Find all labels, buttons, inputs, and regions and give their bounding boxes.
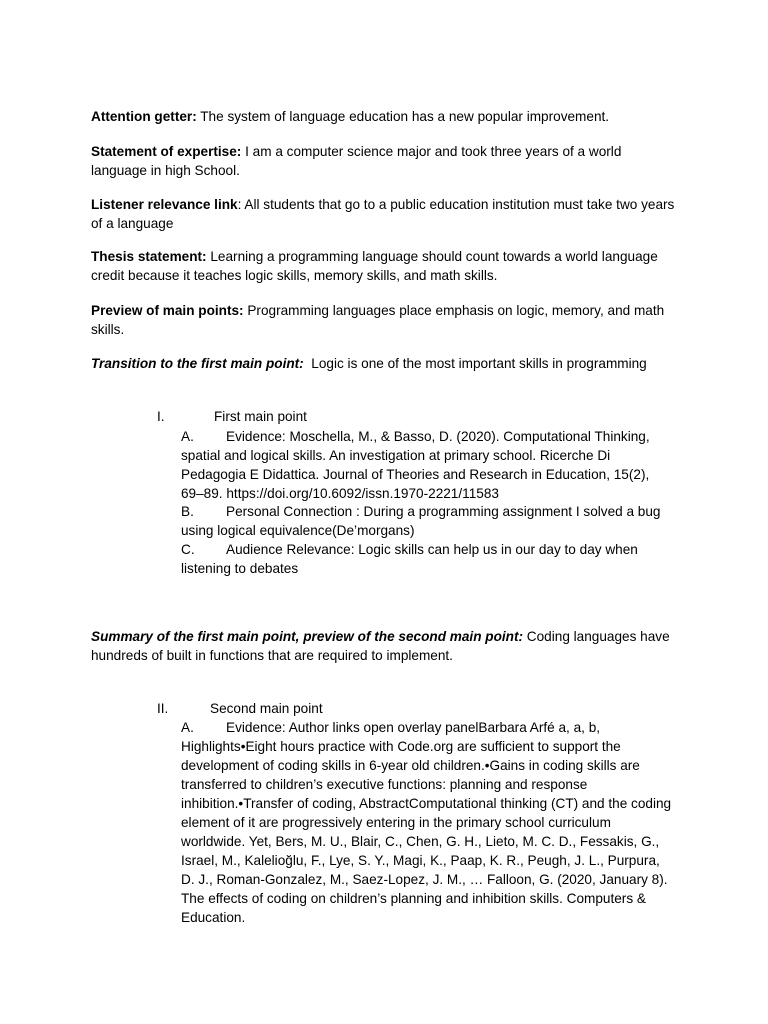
subpoint-letter: A. [181, 720, 194, 735]
expertise-label: Statement of expertise: [91, 144, 242, 159]
subpoint-letter: C. [181, 542, 195, 557]
relevance-paragraph [91, 195, 681, 233]
main-point-title: Second main point [210, 701, 323, 716]
subpoint-text: Evidence: Moschella, M., & Basso, D. (2020). Computational Thinking, spatial and logical skills. An investigation at primary school. Ricerche Di Pedagogia E Didattica. Journal of Theories and Research in Education, 15(2), 69–89. https://doi.org/10.6092/issn.1970-2221/11583 [181, 429, 650, 501]
subpoint-text: Evidence: Author links open overlay panelBarbara Arfé a, a, b, Highlights•Eight hours practice with Code.org are sufficient to support the development of coding skills in 6-year old children.•Gains in coding skills are transferred to children’s executive functions: planning and response inhibition.•Transfer of coding, AbstractComputational thinking (CT) and the coding element of it are progressively entering in the primary school curriculum worldwide. Yet, Bers, M. U., Blair, C., Chen, G. H., Lieto, M. C. D., Fessakis, G., Israel, M., Kalelioğlu, F., Lye, S. Y., Magi, K., Paap, K. R., Peugh, J. L., Purpura, D. J., Roman-Gonzalez, M., Saez-Lopez, J. M., … Falloon, G. (2020, January 8). The effects of coding on children’s planning and inhibition skills. Computers & Education. [181, 720, 672, 925]
expertise-paragraph [91, 142, 681, 180]
subpoint-text: Personal Connection : During a programming assignment I solved a bug using logical equivalence(De’morgans) [181, 504, 661, 538]
relevance-text: : All students that go to a public education institution must take two years of a language [91, 197, 675, 231]
transition-label: Transition to the first main point: [91, 356, 304, 371]
main-point-title: First main point [214, 409, 307, 424]
summary-paragraph [91, 627, 681, 665]
subpoint [181, 540, 673, 578]
subpoint-letter: A. [181, 429, 194, 444]
transition-text: Logic is one of the most important skills in programming [303, 356, 647, 371]
expertise-text: I am a computer science major and took three years of a world language in high School. [91, 144, 622, 178]
attention-getter-paragraph [91, 107, 681, 126]
transition-paragraph [91, 354, 681, 373]
attention-getter-label: Attention getter: [91, 109, 197, 124]
subpoint [181, 502, 673, 540]
summary-text: Coding languages have hundreds of built in functions that are required to implement. [91, 629, 670, 663]
attention-getter-text: The system of language education has a new popular improvement. [196, 109, 610, 124]
preview-label: Preview of main points: [91, 303, 244, 318]
subpoint [181, 718, 677, 927]
subpoint-text: Audience Relevance: Logic skills can help us in our day to day when listening to debates [181, 542, 638, 576]
summary-label: Summary of the first main point, preview of the second main point: [91, 629, 524, 644]
thesis-label: Thesis statement: [91, 249, 207, 264]
relevance-label: Listener relevance link [91, 197, 238, 212]
thesis-paragraph [91, 247, 681, 285]
main-point-numeral: II. [157, 701, 169, 716]
subpoint-letter: B. [181, 504, 194, 519]
subpoint [181, 427, 673, 503]
preview-paragraph [91, 301, 681, 339]
preview-text: Programming languages place emphasis on logic, memory, and math skills. [91, 303, 665, 337]
main-point-numeral: I. [157, 409, 165, 424]
thesis-text: Learning a programming language should count towards a world language credit because it teaches logic skills, memory skills, and math skills. [91, 249, 658, 283]
